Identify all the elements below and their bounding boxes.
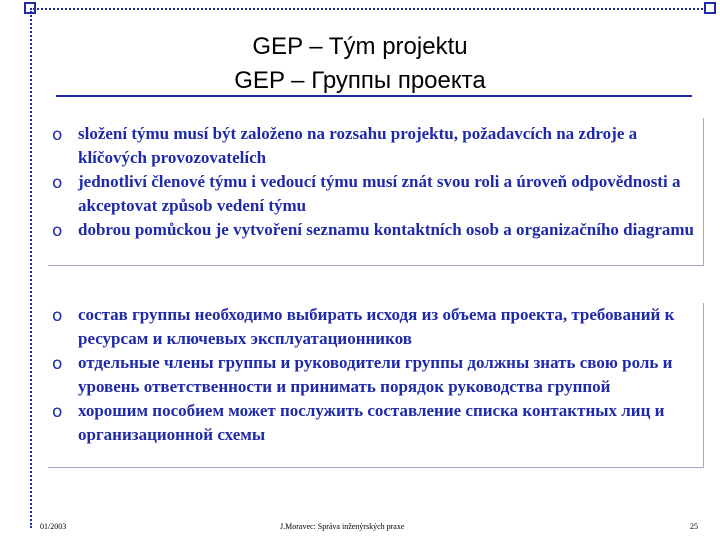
list-item (48, 399, 703, 447)
slide-title-czech: GEP – Tým projektu (252, 33, 468, 60)
bullet-circle-icon: o (52, 306, 63, 326)
list-item (48, 303, 703, 351)
bullet-circle-icon: o (52, 402, 63, 422)
bullet-text: složení týmu musí být založeno na rozsahu projektu, požadavcích na zdroje a klíčových provozovatelích (78, 124, 638, 167)
footer-date: 01/2003 (40, 522, 67, 531)
russian-bullets-box (48, 303, 704, 468)
bullet-text: состав группы необходимо выбирать исходя из объема проекта, требований к ресурсам и ключевых эксплуатационников (78, 305, 675, 348)
czech-bullet-list (48, 122, 703, 242)
bullet-circle-icon: o (52, 173, 63, 193)
bullet-text: jednotliví členové týmu i vedoucí týmu musí znát svou roli a úroveň odpovědnosti a akceptovat způsob vedení týmu (78, 172, 681, 215)
left-dotted-border (30, 8, 32, 528)
bullet-text: отдельные члены группы и руководители группы должны знать свою роль и уровень ответственности и принимать порядок руководства группой (78, 353, 673, 396)
bullet-circle-icon: o (52, 221, 63, 241)
page-number: 25 (690, 522, 698, 531)
list-item (48, 122, 703, 170)
title-underline (56, 95, 692, 97)
bullet-text: dobrou pomůckou je vytvoření seznamu kontaktních osob a organizačního diagramu (78, 220, 695, 239)
slide-title-block (160, 30, 560, 98)
top-dotted-border (30, 8, 710, 10)
bullet-circle-icon: o (52, 125, 63, 145)
slide-title-russian: GEP – Группы проекта (234, 67, 486, 94)
list-item (48, 170, 703, 218)
list-item (48, 218, 703, 242)
bullet-circle-icon: o (52, 354, 63, 374)
czech-bullets-box (48, 118, 704, 266)
frame-corner-right (704, 2, 716, 14)
list-item (48, 351, 703, 399)
footer-author: J.Moravec: Správa inženýrských praxe (280, 522, 405, 531)
bullet-text: хорошим пособием может послужить составление списка контактных лиц и организационной схемы (78, 401, 665, 444)
russian-bullet-list (48, 303, 703, 447)
